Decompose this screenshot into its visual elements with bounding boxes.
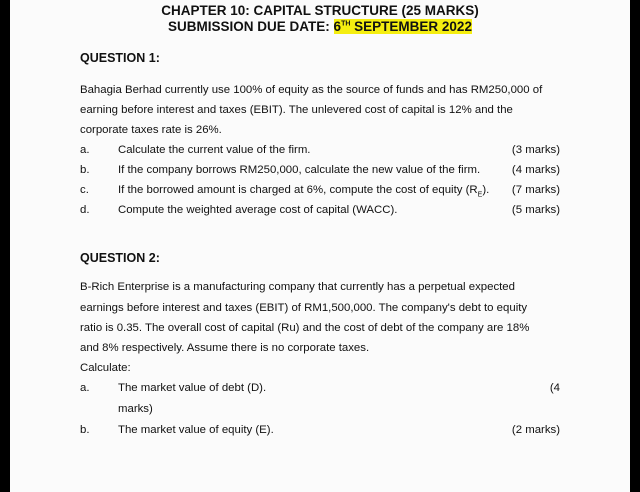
q2-item-label: a. — [80, 382, 90, 394]
q2-paragraph-line: ratio is 0.35. The overall cost of capital (Ru) and the cost of debt of the company are 18% — [80, 322, 530, 334]
q1-paragraph-line: Bahagia Berhad currently use 100% of equity as the source of funds and has RM250,000 of — [80, 84, 543, 96]
q2-item-label: b. — [80, 424, 90, 436]
q2-paragraph-line: B-Rich Enterprise is a manufacturing company that currently has a perpetual expected — [80, 281, 515, 293]
q1-item-text: If the borrowed amount is charged at 6%, compute the cost of equity $(R_E)$. — [118, 184, 490, 199]
q1-item-label: d. — [80, 204, 90, 216]
q1-paragraph-line: corporate taxes rate is 26%. — [80, 124, 222, 136]
q1-item-marks: (5 marks) — [511, 204, 560, 216]
document-page — [10, 0, 630, 492]
q2-item-text: The market value of debt (D). — [118, 382, 267, 394]
q2-paragraph-line: earnings before interest and taxes (EBIT) of RM1,500,000. The company's debt to equity — [80, 302, 528, 314]
q1-item-text: Compute the weighted average cost of capital (WACC). — [118, 204, 398, 216]
submission-due-date — [10, 19, 630, 34]
q1-paragraph-line: earning before interest and taxes (EBIT). The unlevered cost of capital is 12% and the — [80, 104, 513, 116]
question-1-heading: QUESTION 1: — [80, 51, 160, 65]
q2-item-text: The market value of equity (E). — [118, 424, 274, 436]
q2-item-marks: (2 marks) — [511, 424, 560, 436]
due-date-prefix: SUBMISSION DUE DATE: — [168, 19, 334, 34]
q1-item-marks: (4 marks) — [511, 164, 560, 176]
q1-item-text: Calculate the current value of the firm. — [118, 144, 311, 156]
q1-item-marks: (7 marks) — [511, 184, 560, 196]
question-2-heading: QUESTION 2: — [80, 251, 160, 265]
q1-item-label: c. — [80, 184, 89, 196]
q2-item-marks: (4 — [549, 382, 560, 394]
due-date-highlight: 6TH SEPTEMBER 2022 — [333, 19, 472, 34]
q2-calculate-label: Calculate: — [80, 362, 131, 374]
q1-item-label: a. — [80, 144, 90, 156]
q2-item-marks-continued: marks) — [118, 403, 153, 415]
document-title: CHAPTER 10: CAPITAL STRUCTURE (25 MARKS) — [161, 3, 479, 18]
q2-paragraph-line: and 8% respectively. Assume there is no corporate taxes. — [80, 342, 370, 354]
q1-item-marks: (3 marks) — [511, 144, 560, 156]
q1-item-label: b. — [80, 164, 90, 176]
q1-item-text: If the company borrows RM250,000, calculate the new value of the firm. — [118, 164, 481, 176]
